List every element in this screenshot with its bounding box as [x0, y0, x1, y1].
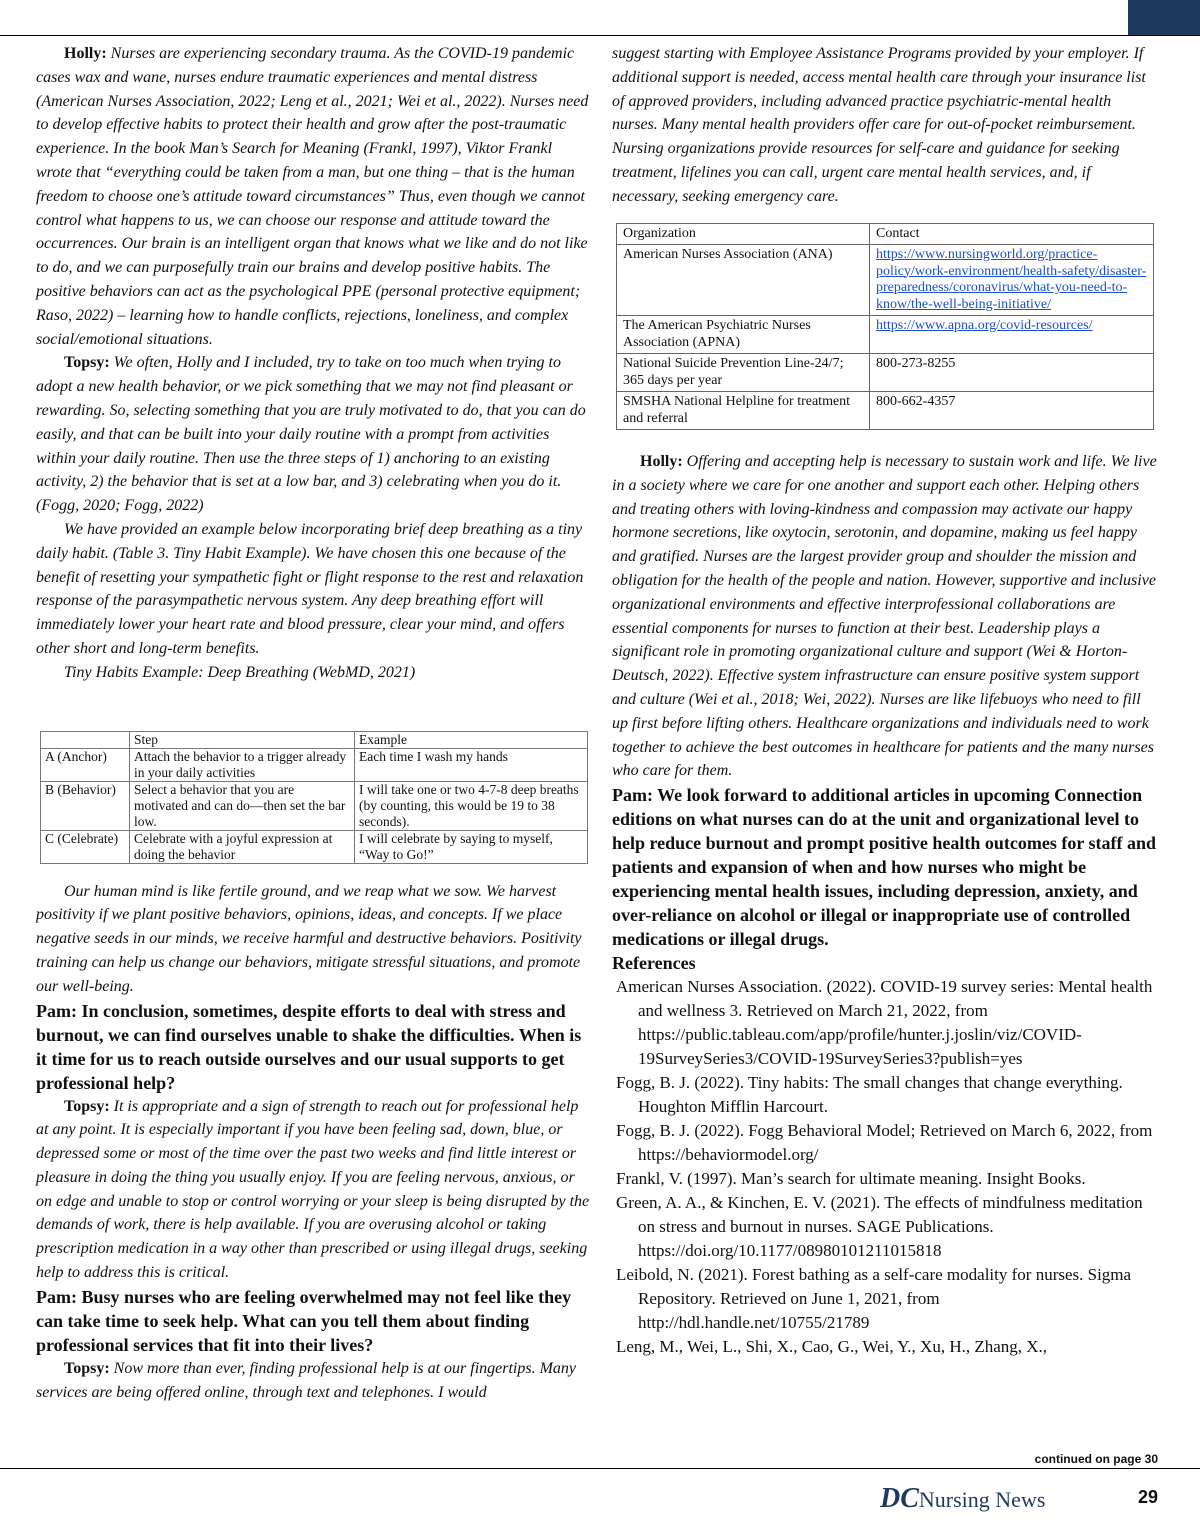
ana-link[interactable]: https://www.nursingworld.org/practice-policy/work-environment/health-safety/disaster-preparedness/coronavirus/what-you-need-to-know/the-well-being-initiative/: [876, 247, 1147, 312]
table-row: [617, 392, 1154, 430]
reference-item: Frankl, V. (1997). Man’s search for ultimate meaning. Insight Books.: [616, 1169, 1086, 1189]
holly-paragraph-2: [612, 450, 1158, 783]
table-cell: 800-273-8255: [870, 354, 1154, 392]
reference-item: Green, A. A., & Kinchen, E. V. (2021). The effects of mindfulness meditation on stress and burnout in nurses. SAGE Publications. https://doi.org/10.1177/08980101211015818: [616, 1193, 1143, 1261]
topsy-paragraph-3: [36, 1357, 590, 1405]
speaker-topsy: Topsy:: [64, 1097, 110, 1115]
table-cell: Select a behavior that you are motivated and can do—then set the bar low.: [130, 781, 355, 830]
publication-logo: [880, 1483, 1045, 1515]
footer-rule: [0, 1468, 1200, 1469]
table-cell: B (Behavior): [41, 781, 130, 830]
table-header-cell: Step: [130, 731, 355, 748]
tiny-habits-table: [40, 731, 588, 864]
table-cell: I will celebrate by saying to myself, “Way to Go!”: [355, 830, 588, 863]
topsy-paragraph-1: [36, 351, 590, 518]
left-column: [36, 42, 590, 1404]
table-cell: Celebrate with a joyful expression at doing the behavior: [130, 830, 355, 863]
table-row: [617, 316, 1154, 354]
speaker-holly: Holly:: [64, 45, 107, 62]
table-cell: [870, 245, 1154, 316]
table-caption: Tiny Habits Example: Deep Breathing (WebMD, 2021): [64, 663, 416, 681]
paragraph-text: We often, Holly and I included, try to take on too much when trying to adopt a new health behavior, or we pick something that we may not find pleasant or rewarding. So, selecting something that you are truly motivated to do, that you can do easily, and that can be built into your daily routine with a prompt from activities within your daily routine. Then use the three steps of 1) anchoring to an existing activity, 2) the behavior that is set at a low bar, and 3) celebrating when you do it. (Fogg, 2020; Fogg, 2022): [36, 354, 586, 515]
header-rule: [0, 35, 1200, 36]
table-cell: SMSHA National Helpline for treatment and referral: [617, 392, 870, 430]
speaker-topsy: Topsy:: [64, 1359, 110, 1377]
table-cell: National Suicide Prevention Line-24/7; 365 days per year: [617, 354, 870, 392]
reference-item: Leng, M., Wei, L., Shi, X., Cao, G., Wei, Y., Xu, H., Zhang, X.,: [616, 1337, 1048, 1357]
table-cell: C (Celebrate): [41, 830, 130, 863]
pam-closing: Pam: We look forward to additional articles in upcoming Connection editions on what nurses can do at the unit and organizational level to help reduce burnout and prompt positive health outcomes for staff and patients and expansion of when and how nurses who might be experiencing mental health issues, including depression, anxiety, and over-reliance on alcohol or illegal or inappropriate use of controlled medications or illegal drugs.: [612, 785, 1157, 950]
apna-link[interactable]: https://www.apna.org/covid-resources/: [876, 318, 1093, 334]
table-header-cell: Organization: [617, 223, 870, 245]
table-cell: I will take one or two 4-7-8 deep breaths (by counting, this would be 19 to 38 seconds).: [355, 781, 588, 830]
continued-note: continued on page 30: [1034, 1452, 1158, 1466]
holly-paragraph-1: [36, 42, 590, 351]
topsy-paragraph-2: [36, 1095, 590, 1285]
paragraph-text: It is appropriate and a sign of strength to reach out for professional help at any point. It is especially important if you have been feeling sad, down, blue, or depressed some or most of the time over the past two weeks and find little interest or pleasure in doing the thing you usually enjoy. If you are feeling nervous, anxious, or on edge and unable to stop or control worrying or your sleep is being disrupted by the demands of work, there is help available. If you are overusing alcohol or taking prescription medication in a way other than prescribed or using illegal drugs, seeking help to address this is critical.: [36, 1097, 590, 1282]
resources-table: [616, 223, 1154, 431]
table-cell: Each time I wash my hands: [355, 748, 588, 781]
table-cell: 800-662-4357: [870, 392, 1154, 430]
pam-question-1: Pam: In conclusion, sometimes, despite efforts to deal with stress and burnout, we can find ourselves unable to shake the difficulties. When is it time for us to reach outside ourselves and our usual supports to get professional help?: [36, 1000, 582, 1093]
fertile-ground-paragraph: Our human mind is like fertile ground, and we reap what we sow. We harvest positivity if we plant positive behaviors, opinions, ideas, and concepts. If we place negative seeds in our minds, we receive harmful and destructive behaviors. Positivity training can help us change our behaviors, mitigate stressful situations, and promote our well-being.: [36, 882, 582, 995]
reference-item: Fogg, B. J. (2022). Tiny habits: The small changes that change everything. Houghton Mifflin Harcourt.: [616, 1073, 1123, 1117]
table-row: [617, 245, 1154, 316]
table-cell: Attach the behavior to a trigger already in your daily activities: [130, 748, 355, 781]
table-row: [41, 781, 588, 830]
table-cell: A (Anchor): [41, 748, 130, 781]
table-header-cell: [41, 731, 130, 748]
table-row: [41, 830, 588, 863]
paragraph-text: Nurses are experiencing secondary trauma. As the COVID-19 pandemic cases wax and wane, nurses endure traumatic experiences and mental distress (American Nurses Association, 2022; Leng et al., 2021; Wei et al., 2022). Nurses need to develop effective habits to protect their health and grow after the post-traumatic experience. In the book Man’s Search for Meaning (Frankl, 1997), Viktor Frankl wrote that “everything could be taken from a man, but one thing – that is the human freedom to choose one’s attitude toward circumstances” Thus, even though we cannot control what happens to us, we can choose our response and attitude toward the occurrences. Our brain is an intelligent organ that knows what we like and do not like to do, and we can purposefully train our brains and develop positive habits. The positive behaviors can act as the psychological PPE (personal protective equipment; Raso, 2022) – learning how to handle conflicts, rejections, loneliness, and complex social/emotional situations.: [36, 45, 589, 348]
continuation-paragraph: suggest starting with Employee Assistance Programs provided by your employer. If additional support is needed, access mental health care through your insurance list of approved providers, including advanced practice psychiatric-mental health nurses. Many mental health providers offer care for out-of-pocket reimbursement. Nursing organizations provide resources for self-care and guidance for seeking treatment, lifelines you can call, urgent care mental health services, and, if necessary, seeking emergency care.: [612, 45, 1146, 205]
table-header-row: [41, 731, 588, 748]
table-header-cell: Example: [355, 731, 588, 748]
table-row: [617, 354, 1154, 392]
deep-breathing-paragraph: We have provided an example below incorporating brief deep breathing as a tiny daily habit. (Table 3. Tiny Habit Example). We have chosen this one because of the benefit of resetting your sympathetic fight or flight response to the rest and relaxation response of the parasympathetic nervous system. Any deep breathing effort will immediately lower your heart rate and blood pressure, clear your mind, and offers other short and long-term benefits.: [36, 520, 584, 657]
page-number: 29: [1137, 1487, 1158, 1507]
table-header-cell: Contact: [870, 223, 1154, 245]
table-header-row: [617, 223, 1154, 245]
table-cell: American Nurses Association (ANA): [617, 245, 870, 316]
paragraph-text: Now more than ever, finding professional help is at our fingertips. Many services are being offered online, through text and telephones. I would: [36, 1359, 577, 1401]
speaker-topsy: Topsy:: [64, 354, 110, 372]
right-column: [612, 42, 1158, 1359]
reference-item: Fogg, B. J. (2022). Fogg Behavioral Model; Retrieved on March 6, 2022, from https://behaviormodel.org/: [616, 1121, 1153, 1165]
logo-name: Nursing News: [918, 1487, 1046, 1512]
reference-item: American Nurses Association. (2022). COVID-19 survey series: Mental health and wellness 3. Retrieved on March 21, 2022, from https://public.tableau.com/app/profile/hunter.j.joslin/viz/COVID-19SurveySeries3/COVID-19SurveySeries3?publish=yes: [616, 977, 1153, 1069]
corner-color-block: [1128, 0, 1200, 36]
table-row: [41, 748, 588, 781]
logo-dc: DC: [880, 1483, 919, 1514]
pam-question-2: Pam: Busy nurses who are feeling overwhelmed may not feel like they can take time to seek help. What can you tell them about finding professional services that fit into their lives?: [36, 1286, 572, 1355]
table-cell: [870, 316, 1154, 354]
reference-item: Leibold, N. (2021). Forest bathing as a self-care modality for nurses. Sigma Repository. Retrieved on June 1, 2021, from http://hdl.handle.net/10755/21789: [616, 1265, 1132, 1333]
paragraph-text: Offering and accepting help is necessary to sustain work and life. We live in a society where we care for one another and support each other. Helping others and treating others with loving-kindness and compassion may activate our happy hormone secretions, like oxytocin, serotonin, and dopamine, making us feel happy and gratified. Nurses are the largest provider group and shoulder the mission and obligation for the health of the people and nation. However, supportive and inclusive organizational environments and effective interprofessional collaborations are essential components for nurses to function at their best. Leadership plays a significant role in promoting organizational culture and support (Wei & Horton-Deutsch, 2022). Effective system infrastructure can ensure positive system support and culture (Wei et al., 2018; Wei, 2022). Nurses are like lifebuoys who need to fill up first before lifting others. Healthcare organizations and individuals need to work together to achieve the best outcomes in healthcare for patients and the many nurses who care for them.: [612, 453, 1157, 780]
references-heading: References: [612, 953, 696, 974]
speaker-holly: Holly:: [640, 453, 683, 471]
table-cell: The American Psychiatric Nurses Association (APNA): [617, 316, 870, 354]
